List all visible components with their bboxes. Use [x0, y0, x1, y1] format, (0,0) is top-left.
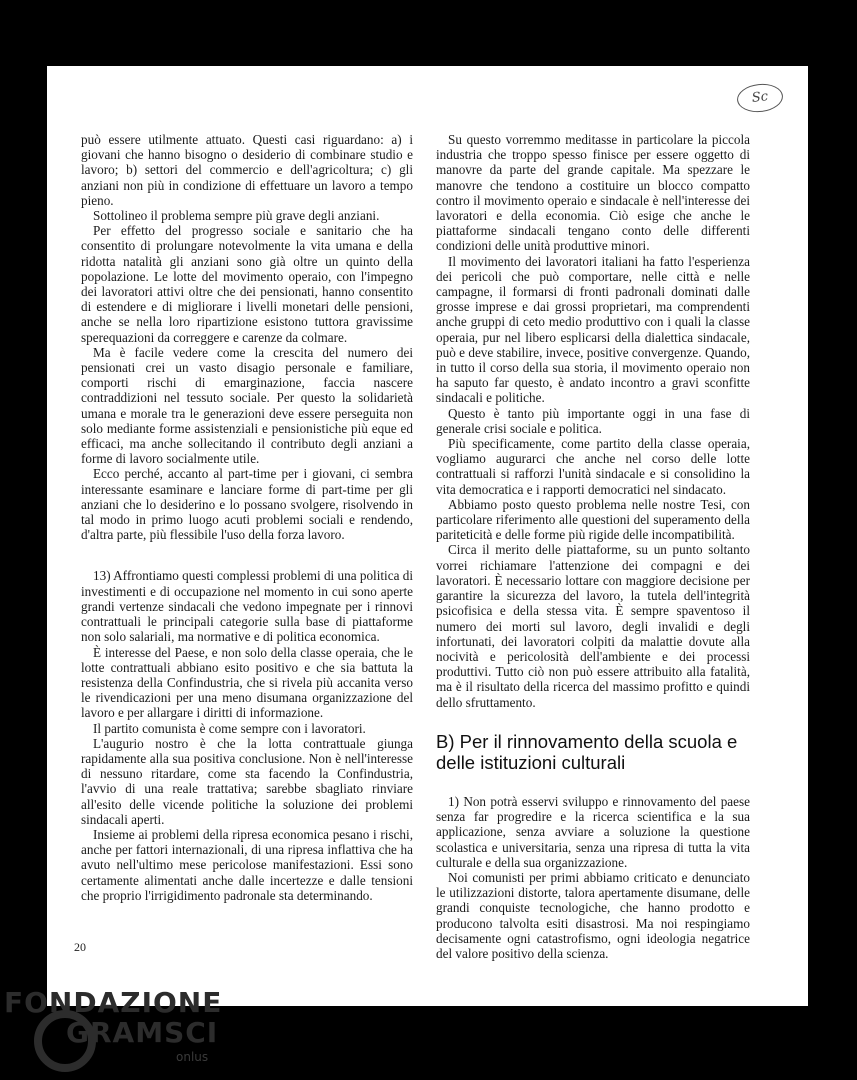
handwritten-stamp: Sc [736, 82, 785, 115]
page-number: 20 [74, 940, 86, 954]
right-column [436, 132, 750, 710]
paragraph: 13) Affrontiamo questi complessi problemi di una politica di investimenti e di occupazione nel momento in cui sono aperte grandi vertenze sindacali che vedono impegnate per i rinnovi contrattuali le principali categorie sulla base di piattaforme non solo salariali, ma normative e di politica economica. [81, 568, 413, 645]
paragraph: può essere utilmente attuato. Questi casi riguardano: a) i giovani che hanno bisogno o desiderio di combinare studio e lavoro; b) settori del commercio e dell'agricoltura; c) gli anziani non più in condizione di effettuare un lavoro a tempo pieno. [81, 132, 413, 208]
paragraph: Più specificamente, come partito della classe operaia, vogliamo augurarci che anche nel corso delle lotte contrattuali si rafforzi l'unità sindacale e si consolidino la vita democratica e i rapporti democratici nel sindacato. [436, 436, 750, 497]
paragraph: Il movimento dei lavoratori italiani ha fatto l'esperienza dei pericoli che può comportare, nelle città e nelle campagne, il formarsi di fronti padronali dominati dalle grosse imprese e dai grossi proprietari, ma comprendenti anche gruppi di ceto medio produttivo con i quali la classe operaia, pur nel libero esplicarsi della dialettica sindacale, può e deve stabilire, invece, positive convergenze. Quando, in tutto il corso della sua storia, il movimento operaio non ha saputo far questo, è andato incontro a gravi sconfitte sindacali e politiche. [436, 253, 750, 406]
watermark-line3: onlus [176, 1050, 209, 1064]
watermark-line2: GRAMSCI [66, 1016, 219, 1049]
paragraph: Sottolineo il problema sempre più grave degli anziani. [93, 208, 380, 224]
paragraph: Circa il merito delle piattaforme, su un punto soltanto vorrei richiamare l'attenzione dei compagni e dei lavoratori. È necessario lottare con maggiore decisione per garantire la sicurezza del lavoro, la tutela dell'integrità psicofisica e della stessa vita. È sempre spaventoso il numero dei morti sul lavoro, degli invalidi e degli infortunati, dei lavoratori colpiti da malattie dovute alla nocività e pericolosità dell'ambiente e dei processi produttivi. Tutto ciò non può essere attribuito alla fatalità, ma è il risultato della ricerca del massimo profitto e quindi dello sfruttamento. [436, 542, 750, 710]
section-heading: B) Per il rinnovamento della scuola e delle istituzioni culturali [436, 731, 738, 773]
paragraph: Ecco perché, accanto al part-time per i giovani, ci sembra interessante esaminare e lanciare forme di part-time per gli anziani che lo desiderino e lo possano svolgere, risolvendo in tal modo in primo luogo acuti problemi sociali e rendendo, d'altra parte, più flessibile l'uso della forza lavoro. [81, 466, 413, 543]
watermark-line1: FONDAZIONE [4, 986, 223, 1019]
paragraph: Su questo vorremmo meditasse in particolare la piccola industria che troppo spesso finisce per essere oggetto di manovre da parte del grande capitale. Ma spezzare le manovre che tendono a costituire un blocco compatto contro il movimento operaio e sindacale è nell'interesse dei lavoratori e della economia. Ciò esige che anche le piattaforme sindacali tengano conto delle differenti condizioni delle unità produttive minori. [436, 132, 750, 254]
section-body [436, 794, 750, 961]
paragraph: È interesse del Paese, e non solo della classe operaia, che le lotte contrattuali abbiano esito positivo e che sia battuta la resistenza della Confindustria, che si rivela più accanita verso le rivendicazioni per una meno disumana organizzazione del lavoro e per allargare i diritti di informazione. [81, 644, 413, 721]
document-page [47, 66, 808, 1006]
paragraph: Il partito comunista è come sempre con i lavoratori. [93, 720, 366, 736]
paragraph: Insieme ai problemi della ripresa economica pesano i rischi, anche per fattori internazionali, di una ripresa inflattiva che ha avuto nell'ultimo mese pericolose manifestazioni. Essi sono certamente alimentati anche dalle incertezze e dalle tensioni che proprio l'irrigidimento padronale sta determinando. [81, 826, 413, 903]
paragraph: Ma è facile vedere come la crescita del numero dei pensionati crei un vasto disagio personale e familiare, comporti rischi di emarginazione, faccia nascere contraddizioni nel tessuto sociale. Per questo la solidarietà umana e morale tra le generazioni deve essere perseguita non solo mediante forme assistenziali e pensionistiche più eque ed efficaci, ma anche sollecitando il contributo degli anziani a forme di lavoro socialmente utile. [81, 344, 413, 467]
watermark-logo [4, 986, 234, 1080]
left-column [81, 132, 413, 903]
paragraph: Per effetto del progresso sociale e sanitario che ha consentito di prolungare notevolmente la vita umana e della ridotta natalità gli anziani sono già oltre un quinto della popolazione. Le lotte del movimento operaio, con l'impegno dei lavoratori attivi oltre che dei pensionati, hanno consentito di estendere e di migliorare i livelli monetari delle pensioni, anche se nella loro ripartizione esistono tuttora gravissime sperequazioni da correggere e carenze da colmare. [81, 223, 413, 345]
paragraph: 1) Non potrà esservi sviluppo e rinnovamento del paese senza far progredire e la ricerca scientifica e la sua applicazione, senza avviare a soluzione la questione scolastica e universitaria, senza una ripresa di tutta la vita culturale e della sua organizzazione. [436, 794, 750, 870]
paragraph: L'augurio nostro è che la lotta contrattuale giunga rapidamente alla sua positiva conclusione. Non è nell'interesse di nessuno ritardare, come sta facendo la Confindustria, l'avvio di una reale trattativa; sarebbe sbagliato rinviare all'esito delle vicende politiche la soluzione dei problemi sindacali aperti. [81, 735, 413, 827]
paragraph: Abbiamo posto questo problema nelle nostre Tesi, con particolare riferimento alle questioni del superamento della pariteticità e delle forme più rigide delle incompatibilità. [436, 496, 750, 543]
paragraph: Questo è tanto più importante oggi in una fase di generale crisi sociale e politica. [436, 405, 750, 436]
paragraph: Noi comunisti per primi abbiamo criticato e denunciato le utilizzazioni distorte, talora apertamente disumane, delle grandi conquiste tecnologiche, che hanno prodotto e producono talvolta esiti disastrosi. Ma noi respingiamo decisamente ogni catastrofismo, ogni ideologia negatrice del valore positivo della scienza. [436, 870, 750, 962]
